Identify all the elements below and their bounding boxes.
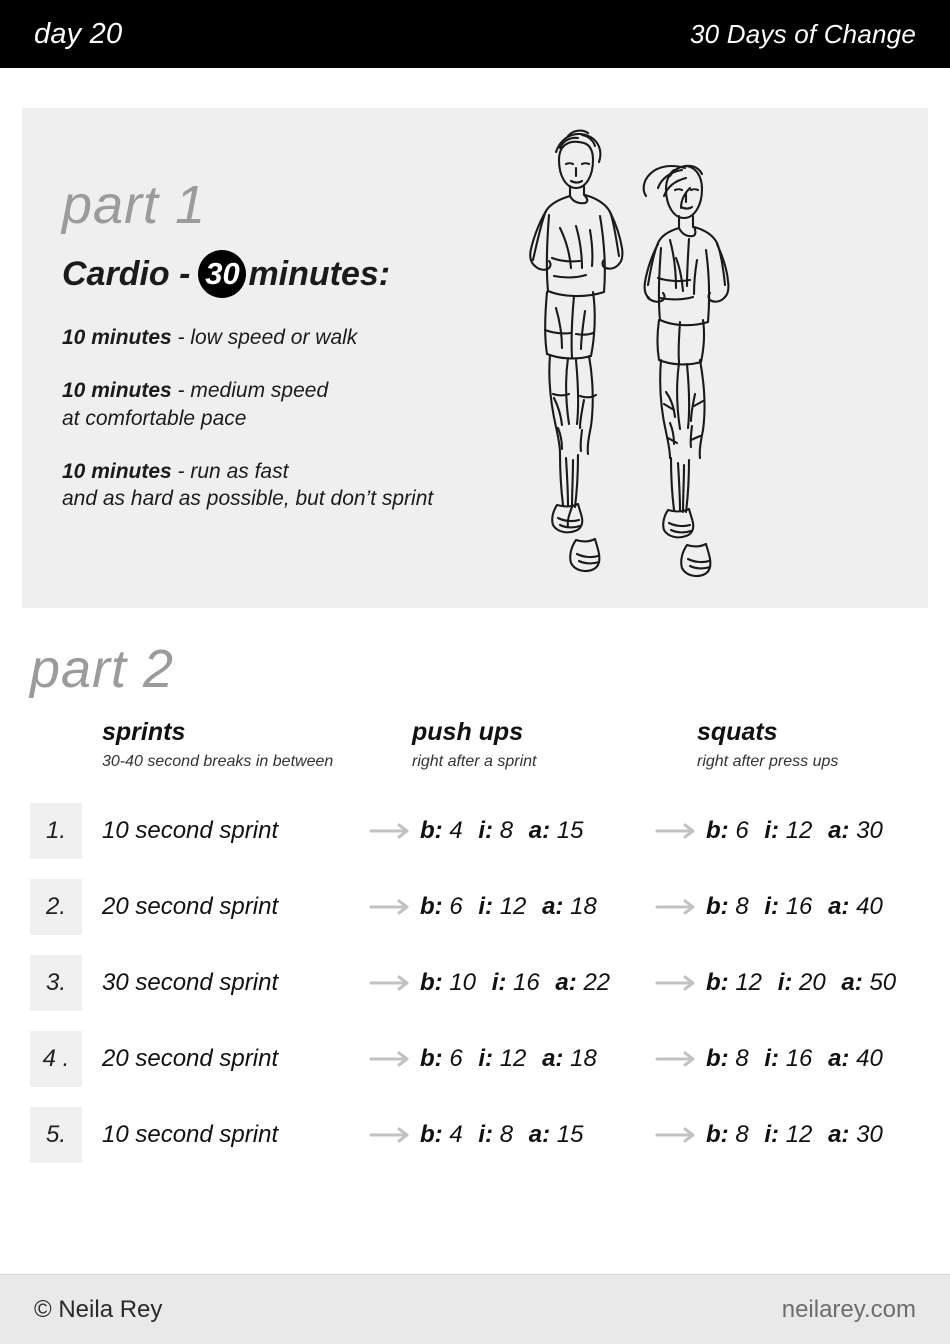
push-b-label: b: — [420, 969, 443, 996]
part-2-label: part 2 — [30, 639, 175, 699]
row-push-ups — [420, 969, 650, 997]
row-push-ups — [420, 817, 650, 845]
push-b-value: 10 — [449, 969, 477, 996]
push-b-label: b: — [420, 1045, 443, 1072]
squat-a-value: 30 — [856, 817, 883, 844]
row-sprint: 10 second sprint — [102, 817, 279, 844]
column-sub-push-ups: right after a sprint — [412, 753, 537, 770]
push-i-value: 12 — [499, 1045, 527, 1072]
push-a-value: 22 — [583, 969, 611, 996]
push-i-value: 8 — [499, 817, 514, 844]
page-header — [0, 0, 950, 68]
push-a-label: a: — [555, 969, 577, 996]
arrow-right-icon — [364, 1127, 420, 1143]
row-push-ups — [420, 1045, 650, 1073]
column-title-squats: squats — [697, 718, 778, 746]
squat-i-label: i: — [764, 1045, 780, 1072]
squat-i-value: 16 — [785, 1045, 813, 1072]
female-runner-sketch — [644, 166, 729, 576]
row-number: 5. — [30, 1107, 82, 1163]
arrow-right-icon — [650, 1051, 706, 1067]
part-2-section — [30, 639, 920, 1274]
squat-b-label: b: — [706, 1045, 729, 1072]
column-header-squats — [697, 718, 920, 771]
arrow-right-icon — [650, 823, 706, 839]
table-row — [30, 945, 920, 1021]
part-1-text-block — [62, 175, 542, 512]
squat-b-value: 12 — [735, 969, 763, 996]
column-header-number-spacer — [30, 718, 102, 771]
push-a-label: a: — [542, 893, 564, 920]
table-row — [30, 1097, 920, 1173]
push-a-label: a: — [528, 817, 551, 844]
arrow-right-icon — [650, 975, 706, 991]
squat-b-label: b: — [706, 969, 729, 996]
push-a-value: 18 — [570, 1045, 597, 1072]
arrow-right-icon — [364, 823, 420, 839]
squat-a-label: a: — [841, 969, 863, 996]
squat-i-label: i: — [777, 969, 793, 996]
push-i-value: 8 — [499, 1121, 514, 1148]
row-squats — [706, 1045, 920, 1073]
push-b-value: 6 — [449, 893, 463, 920]
cardio-item-2-amount: 10 minutes — [62, 379, 172, 403]
cardio-minutes-badge: 30 — [198, 250, 246, 298]
row-number: 3. — [30, 955, 82, 1011]
arrow-right-icon — [650, 1127, 706, 1143]
exercise-rows — [30, 793, 920, 1173]
squat-a-label: a: — [828, 1045, 850, 1072]
copyright-text: © Neila Rey — [34, 1295, 163, 1323]
push-i-label: i: — [491, 969, 507, 996]
arrow-right-icon — [364, 1051, 420, 1067]
push-i-label: i: — [478, 893, 494, 920]
squat-i-value: 12 — [785, 1121, 813, 1148]
page-footer — [0, 1274, 950, 1344]
row-sprint: 10 second sprint — [102, 1121, 279, 1148]
part-2-column-headers — [30, 718, 920, 771]
row-sprint: 30 second sprint — [102, 969, 279, 996]
push-b-value: 6 — [449, 1045, 463, 1072]
part-1-panel — [22, 108, 928, 608]
push-i-value: 16 — [513, 969, 540, 996]
column-title-sprints: sprints — [102, 718, 186, 746]
squat-a-value: 40 — [856, 1045, 883, 1072]
push-b-label: b: — [420, 893, 443, 920]
push-b-value: 4 — [449, 817, 463, 844]
row-squats — [706, 1121, 920, 1149]
row-squats — [706, 893, 920, 921]
squat-b-value: 8 — [735, 893, 749, 920]
cardio-item-1 — [62, 324, 542, 351]
cardio-item-3-desc-line2: and as hard as possible, but don’t sprint — [62, 487, 434, 511]
row-number: 2. — [30, 879, 82, 935]
squat-a-value: 50 — [869, 969, 897, 996]
arrow-right-icon — [364, 899, 420, 915]
cardio-heading — [62, 250, 542, 298]
push-i-label: i: — [478, 817, 494, 844]
cardio-item-2-desc-line2: at comfortable pace — [62, 406, 247, 430]
column-header-sprints — [102, 718, 412, 771]
row-number: 1. — [30, 803, 82, 859]
website-link[interactable]: neilarey.com — [781, 1295, 916, 1323]
push-a-value: 18 — [570, 893, 597, 920]
squat-i-value: 16 — [785, 893, 813, 920]
push-a-label: a: — [528, 1121, 551, 1148]
squat-a-label: a: — [828, 1121, 850, 1148]
squat-b-value: 8 — [735, 1045, 749, 1072]
push-b-value: 4 — [449, 1121, 463, 1148]
program-title: 30 Days of Change — [690, 18, 916, 49]
table-row — [30, 793, 920, 869]
runners-illustration-icon — [490, 108, 820, 618]
squat-a-label: a: — [828, 817, 850, 844]
push-b-label: b: — [420, 817, 443, 844]
push-i-value: 12 — [499, 893, 527, 920]
push-b-label: b: — [420, 1121, 443, 1148]
row-squats — [706, 969, 920, 997]
cardio-item-3-desc: - run as fast — [171, 459, 289, 483]
column-title-push-ups: push ups — [412, 718, 524, 746]
squat-b-value: 6 — [735, 817, 749, 844]
squat-b-value: 8 — [735, 1121, 749, 1148]
column-header-push-ups — [412, 718, 697, 771]
squat-i-label: i: — [764, 817, 780, 844]
cardio-item-1-amount: 10 minutes — [62, 326, 172, 349]
push-a-value: 15 — [556, 1121, 584, 1148]
cardio-suffix: minutes: — [248, 254, 391, 293]
row-number: 4 . — [30, 1031, 82, 1087]
cardio-item-1-desc: - low speed or walk — [171, 326, 358, 349]
cardio-item-2-desc: - medium speed — [171, 379, 329, 403]
push-a-label: a: — [542, 1045, 564, 1072]
squat-i-value: 12 — [785, 817, 813, 844]
squat-b-label: b: — [706, 1121, 729, 1148]
squat-b-label: b: — [706, 817, 729, 844]
day-label: day 20 — [34, 17, 123, 50]
squat-b-label: b: — [706, 893, 729, 920]
cardio-prefix: Cardio - — [62, 254, 191, 293]
squat-i-label: i: — [764, 1121, 780, 1148]
squat-i-label: i: — [764, 893, 780, 920]
cardio-item-3 — [62, 458, 542, 513]
row-push-ups — [420, 1121, 650, 1149]
male-runner-sketch — [530, 131, 622, 571]
arrow-right-icon — [650, 899, 706, 915]
column-sub-squats: right after press ups — [697, 753, 839, 770]
push-i-label: i: — [478, 1121, 494, 1148]
push-i-label: i: — [478, 1045, 494, 1072]
table-row — [30, 869, 920, 945]
part-1-label: part 1 — [62, 175, 207, 235]
cardio-item-3-amount: 10 minutes — [62, 459, 172, 483]
push-a-value: 15 — [556, 817, 584, 844]
row-sprint: 20 second sprint — [102, 893, 279, 920]
column-sub-sprints: 30-40 second breaks in between — [102, 753, 334, 770]
row-sprint: 20 second sprint — [102, 1045, 279, 1072]
row-push-ups — [420, 893, 650, 921]
table-row — [30, 1021, 920, 1097]
squat-i-value: 20 — [799, 969, 826, 996]
arrow-right-icon — [364, 975, 420, 991]
row-squats — [706, 817, 920, 845]
cardio-item-2 — [62, 377, 542, 432]
squat-a-value: 30 — [856, 1121, 883, 1148]
squat-a-value: 40 — [856, 893, 883, 920]
squat-a-label: a: — [828, 893, 850, 920]
